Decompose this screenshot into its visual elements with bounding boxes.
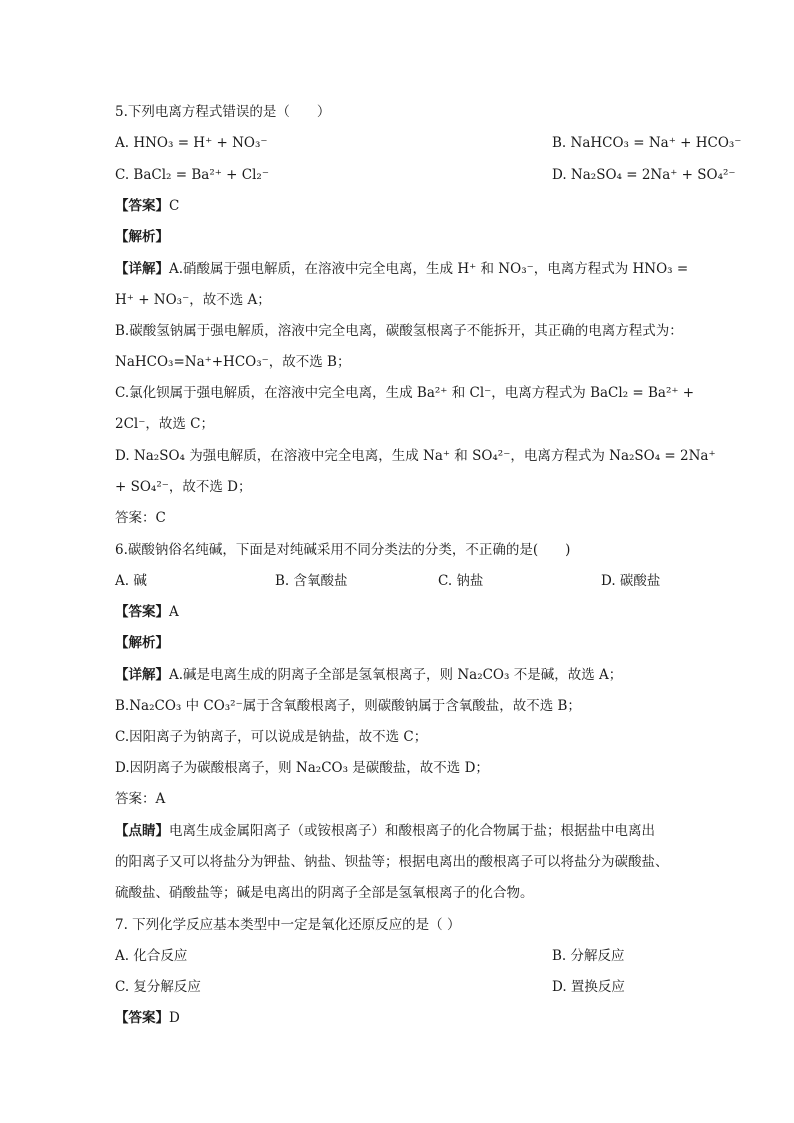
q5-option-a: A. HNO₃ = H⁺ + NO₃⁻ (115, 135, 268, 151)
q6-note-line: 硫酸盐、硝酸盐等；碱是电离出的阴离子全部是氢氧根离子的化合物。 (115, 885, 534, 901)
answer-value: A (169, 604, 179, 620)
answer-value: C (169, 198, 180, 214)
answer-tag: 【答案】 (115, 604, 169, 620)
detail-text: A.碱是电离生成的阴离子全部是氢氧根离子，则 Na₂CO₃ 不是碱，故选 A； (169, 667, 623, 683)
q5-option-c: C. BaCl₂ = Ba²⁺ + Cl₂⁻ (115, 167, 269, 183)
q6-option-b: B. 含氧酸盐 (275, 573, 348, 589)
q5-detail-line: B.碳酸氢钠属于强电解质，溶液中完全电离，碳酸氢根离子不能拆开，其正确的电离方程式为： (115, 323, 683, 339)
q5-detail-line: D. Na₂SO₄ 为强电解质，在溶液中完全电离，生成 Na⁺ 和 SO₄²⁻，电离方程式为 Na₂SO₄ = 2Na⁺ (115, 448, 716, 464)
answer-tag: 【答案】 (115, 1010, 169, 1026)
q5-option-d: D. Na₂SO₄ = 2Na⁺ + SO₄²⁻ (552, 167, 736, 183)
note-tag: 【点睛】 (115, 823, 169, 839)
q6-detail-line: C.因阳离子为钠离子，可以说成是钠盐，故不选 C； (115, 729, 428, 745)
q7-options-row1 (115, 947, 684, 965)
q6-final-answer: 答案：A (115, 791, 166, 807)
answer-value: D (169, 1010, 180, 1026)
q5-detail-line: 2Cl⁻，故选 C； (115, 416, 214, 432)
q6-option-d: D. 碳酸盐 (601, 573, 661, 589)
q5-detail-line: C.氯化钡属于强电解质，在溶液中完全电离，生成 Ba²⁺ 和 Cl⁻，电离方程式为 BaCl₂ = Ba²⁺ + (115, 385, 695, 401)
q6-option-a: A. 碱 (115, 573, 147, 589)
answer-tag: 【答案】 (115, 198, 169, 214)
q7-option-c: C. 复分解反应 (115, 979, 201, 995)
detail-tag: 【详解】 (115, 667, 169, 683)
q5-stem: 5.下列电离方程式错误的是（ ） (115, 104, 331, 120)
q7-answer (115, 1009, 684, 1027)
q6-stem: 6.碳酸钠俗名纯碱，下面是对纯碱采用不同分类法的分类，不正确的是( ) (115, 542, 571, 558)
note-text: 电离生成金属阳离子（或铵根离子）和酸根离子的化合物属于盐；根据盐中电离出 (169, 823, 655, 839)
detail-tag: 【详解】 (115, 261, 169, 277)
q7-options-row2 (115, 978, 684, 996)
q6-detail-line: B.Na₂CO₃ 中 CO₃²⁻属于含氧酸根离子，则碳酸钠属于含氧酸盐，故不选 B； (115, 698, 581, 714)
detail-text: A.硝酸属于强电解质，在溶液中完全电离，生成 H⁺ 和 NO₃⁻，电离方程式为 HNO₃ = (169, 261, 689, 277)
q5-analysis-tag: 【解析】 (115, 229, 169, 245)
q5-option-b: B. NaHCO₃ = Na⁺ + HCO₃⁻ (552, 135, 742, 151)
q6-analysis-tag: 【解析】 (115, 635, 169, 651)
q5-answer (115, 197, 684, 215)
q6-options (115, 572, 684, 590)
q6-answer (115, 603, 684, 621)
q7-option-d: D. 置换反应 (552, 979, 625, 995)
q5-detail-line: H⁺ + NO₃⁻，故不选 A； (115, 292, 271, 308)
q5-final-answer: 答案：C (115, 510, 166, 526)
q6-note-line: 的阳离子又可以将盐分为钾盐、钠盐、钡盐等；根据电离出的酸根离子可以将盐分为碳酸盐、 (115, 854, 669, 870)
q5-options-row2 (115, 166, 736, 184)
q7-option-b: B. 分解反应 (552, 948, 625, 964)
q6-note-line (115, 822, 684, 840)
q6-detail-line: D.因阴离子为碳酸根离子，则 Na₂CO₃ 是碳酸盐，故不选 D； (115, 760, 489, 776)
q7-option-a: A. 化合反应 (115, 948, 188, 964)
q6-option-c: C. 钠盐 (438, 573, 484, 589)
q5-detail-line: NaHCO₃=Na⁺+HCO₃⁻，故不选 B； (115, 354, 351, 370)
q5-detail-line: + SO₄²⁻，故不选 D； (115, 479, 252, 495)
q5-detail-line (115, 260, 689, 278)
q7-stem: 7. 下列化学反应基本类型中一定是氧化还原反应的是（ ） (115, 917, 461, 933)
q5-options-row1 (115, 134, 742, 152)
q6-detail-line (115, 666, 684, 684)
